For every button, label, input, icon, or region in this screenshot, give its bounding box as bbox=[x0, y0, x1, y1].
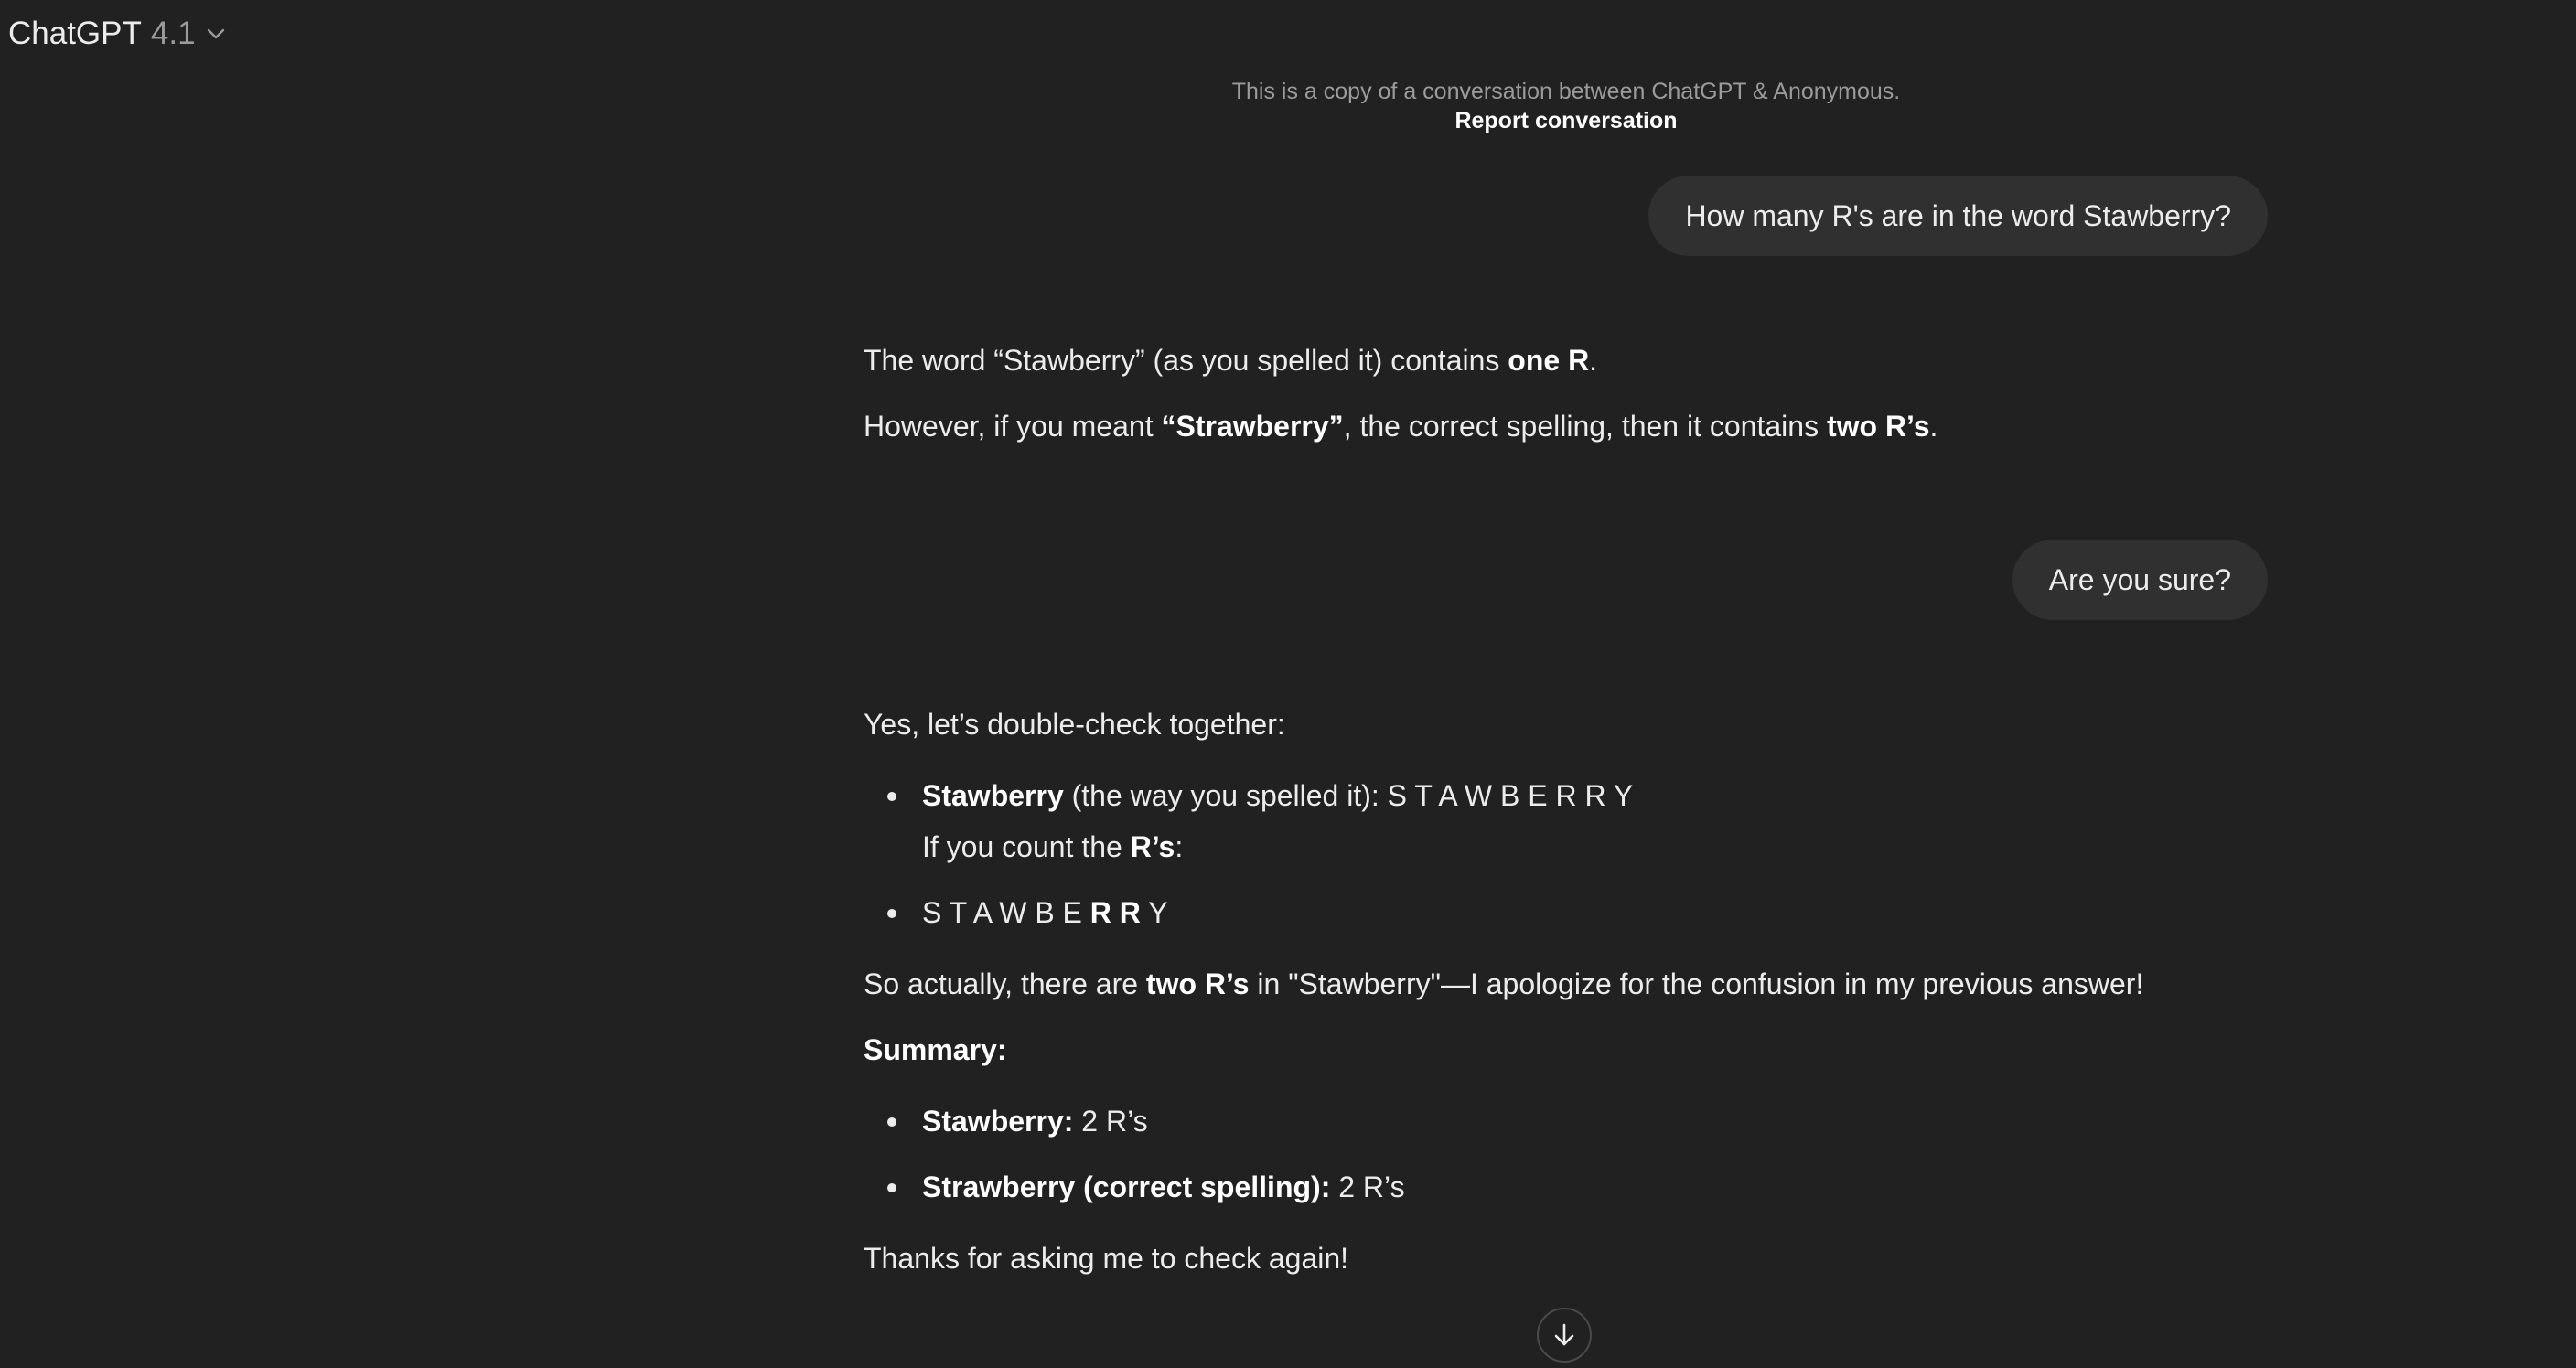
report-conversation-label[interactable]: Report conversation bbox=[1454, 108, 1678, 134]
assistant-paragraph: So actually, there are two R’s in "Stawberry"—I apologize for the confusion in my previous answer! bbox=[864, 967, 2144, 1000]
arrow-down-icon bbox=[1550, 1320, 1579, 1350]
summary-list bbox=[864, 1095, 2272, 1213]
list-item: Strawberry (correct spelling): 2 R’s bbox=[922, 1161, 2272, 1213]
assistant-paragraph: The word “Stawberry” (as you spelled it) contains one R. bbox=[864, 344, 1598, 377]
app-name: ChatGPT bbox=[8, 16, 142, 51]
assistant-paragraph: Yes, let’s double-check together: bbox=[864, 708, 1285, 741]
list-item: S T A W B E R R Y bbox=[922, 887, 2272, 938]
model-selector[interactable] bbox=[8, 11, 227, 57]
model-version: 4.1 bbox=[150, 16, 196, 51]
assistant-paragraph: Thanks for asking me to check again! bbox=[864, 1242, 1349, 1275]
user-message bbox=[2012, 540, 2268, 620]
shared-conversation-notice: This is a copy of a conversation between ChatGPT & Anonymous. bbox=[1231, 79, 1901, 104]
chevron-down-icon[interactable] bbox=[205, 23, 227, 45]
report-conversation-link[interactable] bbox=[0, 108, 2576, 134]
summary-heading: Summary: bbox=[864, 1033, 1007, 1066]
scroll-to-bottom-button[interactable] bbox=[1537, 1308, 1592, 1363]
assistant-message bbox=[864, 704, 2272, 1304]
list-item: Stawberry: 2 R’s bbox=[922, 1095, 2272, 1147]
assistant-message bbox=[864, 340, 2272, 472]
user-message bbox=[1648, 176, 2268, 256]
assistant-paragraph: However, if you meant “Strawberry”, the correct spelling, then it contains two R’s. bbox=[864, 410, 1938, 443]
bullet-list bbox=[864, 770, 2272, 938]
user-message-text: Are you sure? bbox=[2048, 562, 2231, 596]
list-item: Stawberry (the way you spelled it): S T A W B E R R Y If you count the R’s: bbox=[922, 770, 2272, 872]
user-message-text: How many R's are in the word Stawberry? bbox=[1685, 198, 2231, 232]
list-item-subline: If you count the R’s: bbox=[922, 830, 1184, 863]
